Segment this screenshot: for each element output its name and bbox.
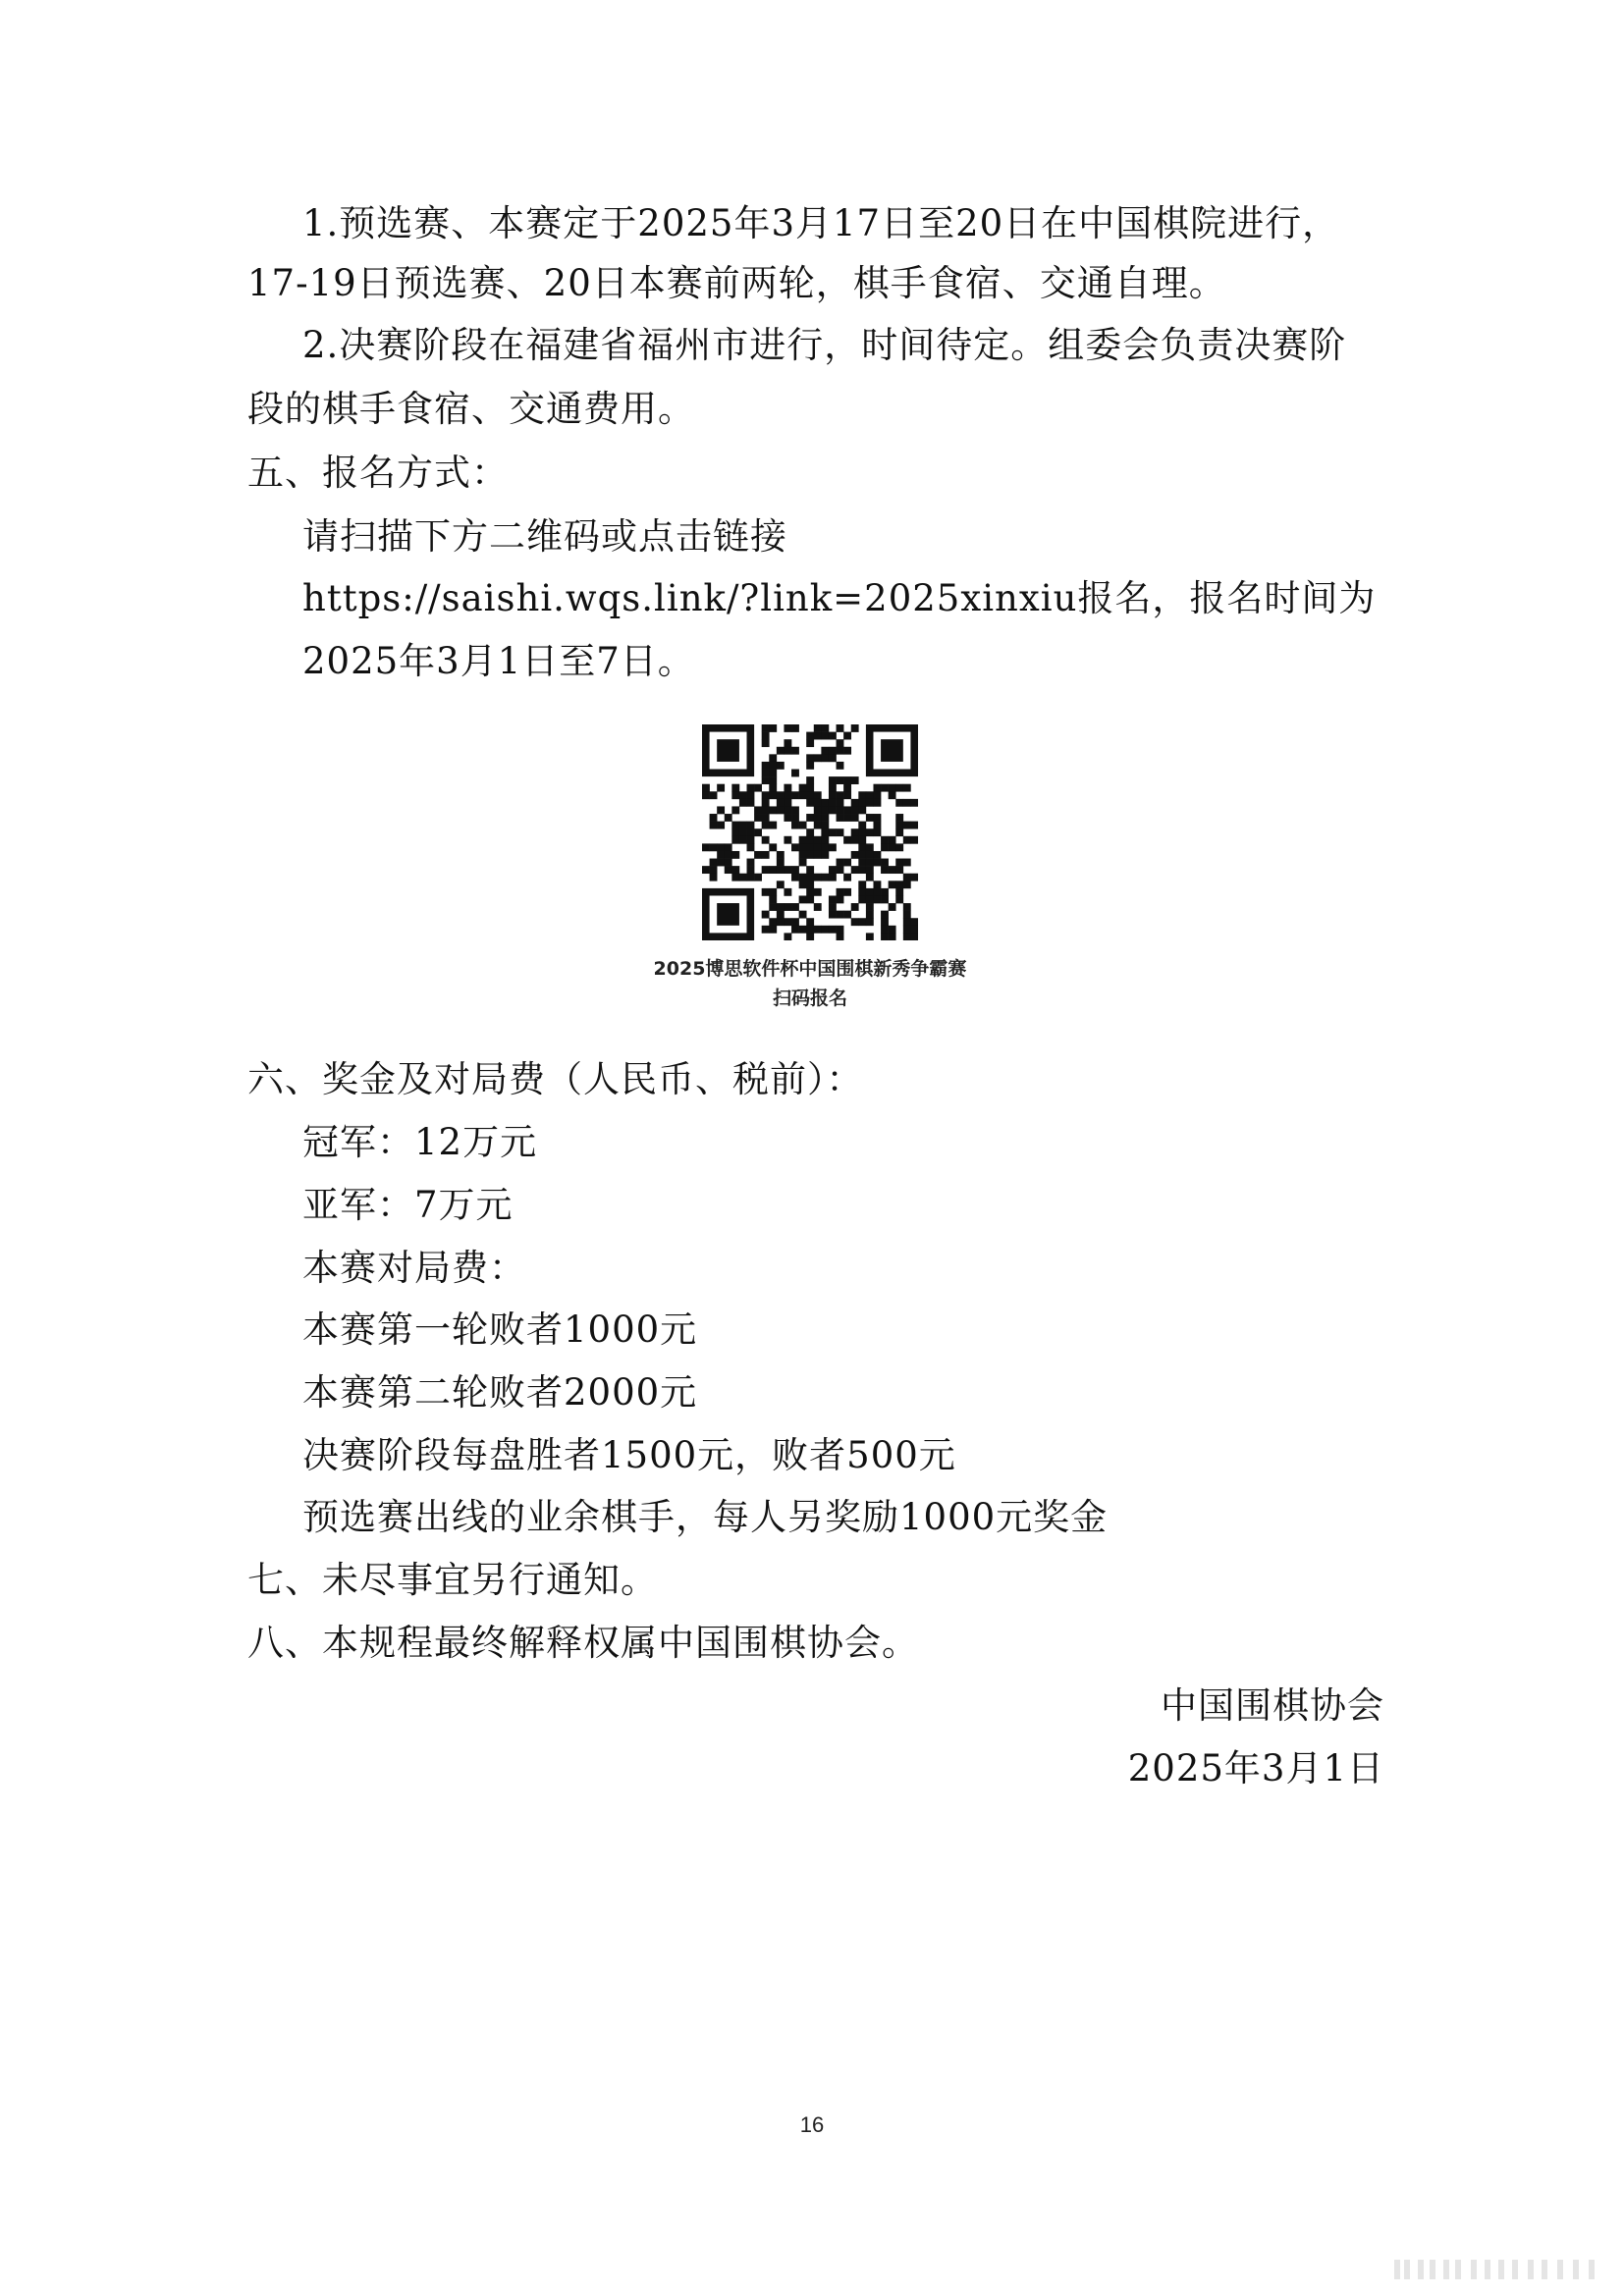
match-fee-round-2: 本赛第二轮败者2000元 [302, 1371, 698, 1414]
registration-dates: 2025年3月1日至7日。 [302, 640, 695, 682]
qr-caption-subtitle: 扫码报名 [772, 988, 847, 1009]
qr-caption-title: 2025博思软件杯中国围棋新秀争霸赛 [653, 958, 967, 980]
watermark-icon [1392, 2256, 1608, 2283]
text-line-scan-instruction: 请扫描下方二维码或点击链接 [302, 515, 787, 558]
signature-org: 中国围棋协会 [1161, 1684, 1384, 1727]
section-heading-registration: 五、报名方式： [247, 452, 509, 494]
registration-link[interactable]: https://saishi.wqs.link/?link=2025xinxiu报名，报名时间为 [302, 577, 1377, 619]
section-heading-interpretation: 八、本规程最终解释权属中国围棋协会。 [247, 1622, 919, 1664]
amateur-bonus: 预选赛出线的业余棋手，每人另奖励1000元奖金 [302, 1496, 1109, 1538]
section-heading-prizes: 六、奖金及对局费（人民币、税前）： [247, 1058, 864, 1100]
match-fee-round-1: 本赛第一轮败者1000元 [302, 1308, 698, 1351]
prize-champion: 冠军：12万元 [302, 1121, 538, 1163]
prize-runner-up: 亚军：7万元 [302, 1184, 514, 1226]
match-fee-final: 决赛阶段每盘胜者1500元，败者500元 [302, 1434, 956, 1476]
qr-code-icon[interactable] [702, 724, 918, 940]
page-number: 16 [799, 2112, 825, 2137]
signature-date: 2025年3月1日 [1127, 1747, 1384, 1789]
text-line-3: 2.决赛阶段在福建省福州市进行，时间待定。组委会负责决赛阶 [302, 324, 1347, 366]
match-fee-heading: 本赛对局费： [302, 1247, 526, 1289]
text-line-1: 1.预选赛、本赛定于2025年3月17日至20日在中国棋院进行， [302, 202, 1340, 244]
text-line-4: 段的棋手食宿、交通费用。 [247, 388, 695, 430]
qr-code-block [619, 724, 1001, 1013]
section-heading-notice: 七、未尽事宜另行通知。 [247, 1559, 658, 1601]
text-line-2: 17-19日预选赛、20日本赛前两轮，棋手食宿、交通自理。 [247, 262, 1226, 304]
